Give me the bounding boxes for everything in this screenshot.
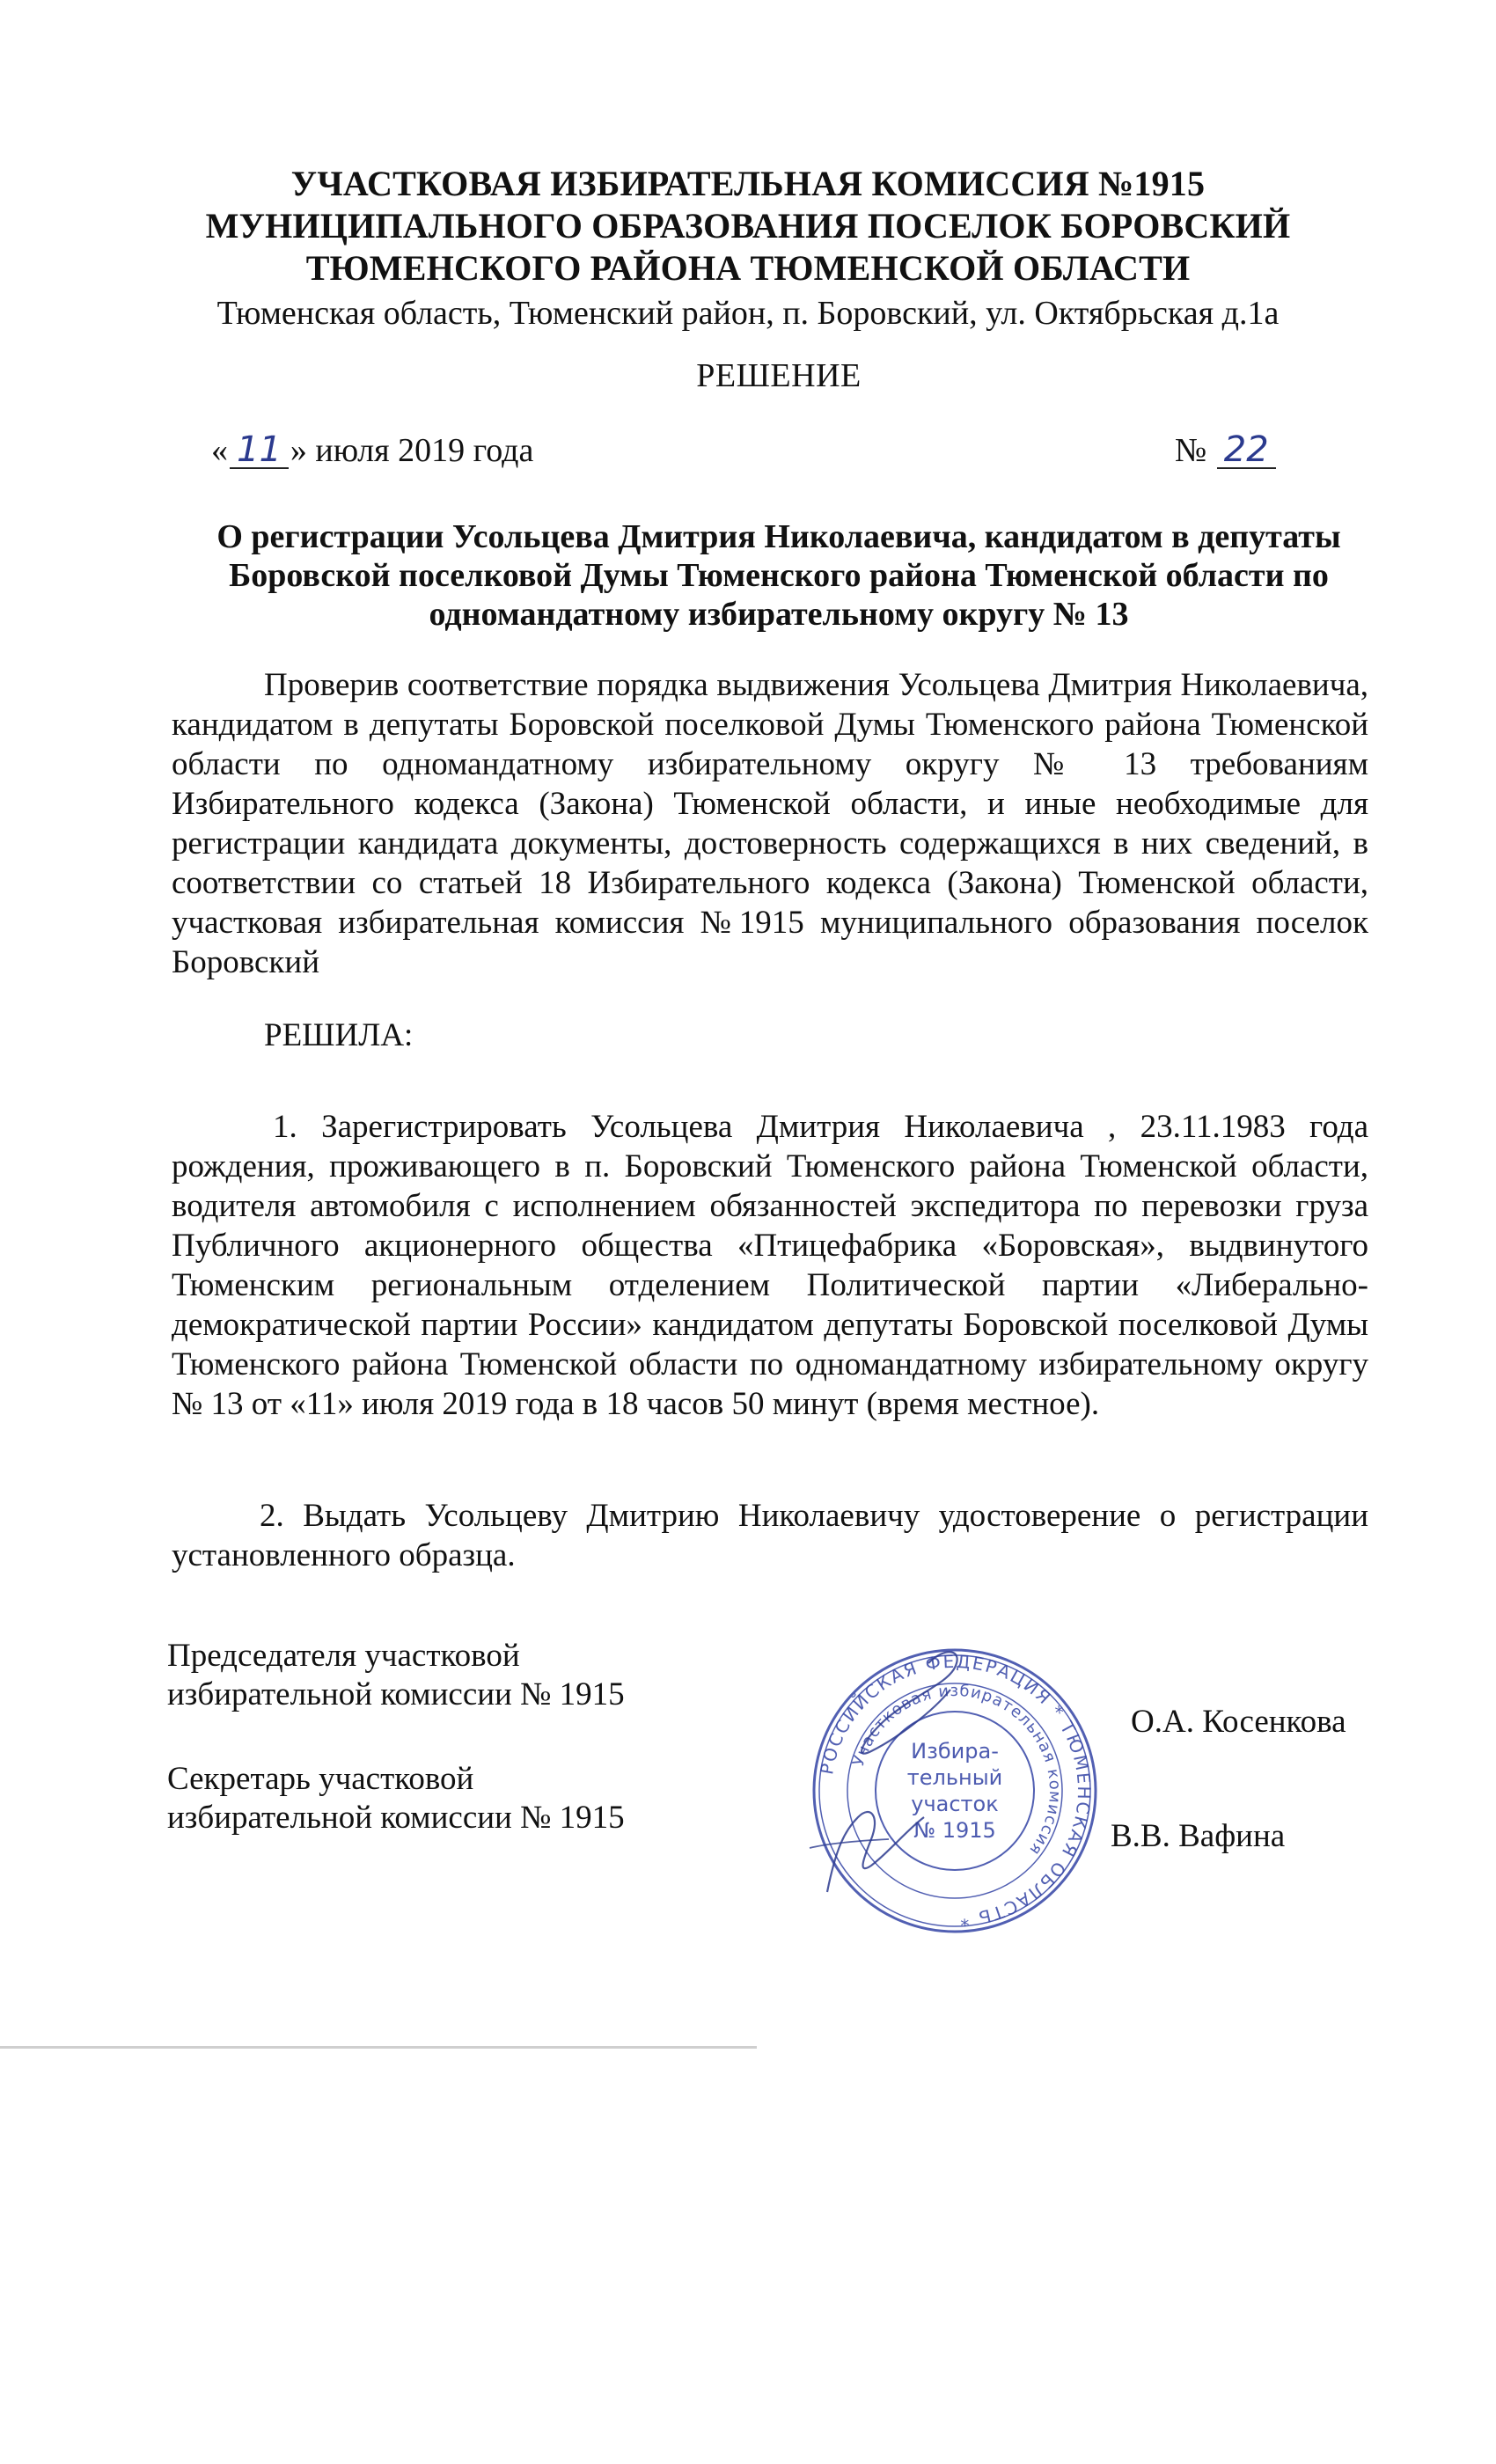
- secretary-label-line2: избирательной комиссии № 1915: [167, 1800, 625, 1836]
- document-number: [1175, 431, 1278, 470]
- date-day-handwritten: 11: [230, 432, 289, 469]
- secretary-name: В.В. Вафина: [1111, 1818, 1286, 1854]
- decision-item-2: 2. Выдать Усольцеву Дмитрию Николаевичу удостоверение о регистрации установленного образца.: [172, 1498, 1368, 1573]
- stamp-middle-text: Участковая избирательная комиссия: [848, 1681, 1065, 1859]
- header-address: Тюменская область, Тюменский район, п. Боровский, ул. Октябрьская д.1а: [216, 295, 1280, 332]
- chair-signature-label: [167, 1637, 625, 1714]
- number-handwritten: 22: [1217, 432, 1276, 469]
- number-label: №: [1175, 432, 1207, 469]
- stamp-center-line1: Избира-: [911, 1739, 999, 1764]
- decision-item-1: 1. Зарегистрировать Усольцева Дмитрия Николаевича , 23.11.1983 года рождения, проживающего в п. Боровский Тюменского района Тюменской области, водителя автомобиля с исполнением обязанностей экспедитора по перевозки груза Публичного акционерного общества «Птицефабрика «Боровская», выдвинутого Тюменским региональным отделением Политической партии «Либерально-демократической партии России» кандидатом депутаты Боровской поселковой Думы Тюменского района Тюменской области по одномандатному избирательному округу № 13 от «11» июля 2019 года в 18 часов 50 минут (время местное).: [172, 1109, 1368, 1422]
- stamp-center-line2: тельный: [906, 1765, 1003, 1790]
- date-month-year: » июля 2019 года: [290, 432, 534, 469]
- document-header: [150, 163, 1346, 335]
- chair-label-line2: избирательной комиссии № 1915: [167, 1676, 625, 1712]
- scan-edge-line: [0, 2046, 757, 2049]
- document-type: РЕШЕНИЕ: [696, 357, 862, 394]
- secretary-signature-label: [167, 1760, 625, 1837]
- header-commission-name: УЧАСТКОВАЯ ИЗБИРАТЕЛЬНАЯ КОМИССИЯ №1915: [290, 164, 1206, 203]
- stamp-center-line3: участок: [911, 1792, 999, 1816]
- stamp-center-line4: № 1915: [913, 1818, 996, 1843]
- preamble-paragraph: Проверив соответствие порядка выдвижения Усольцева Дмитрия Николаевича, кандидатом в депутаты Боровской поселковой Думы Тюменского района Тюменской области по одномандатному избирательному округу № 13 требованиям Избирательного кодекса (Закона) Тюменской области, и иные необходимые для регистрации кандидата документы, достоверность содержащихся в них сведений, в соответствии со статьей 18 Избирательного кодекса (Закона) Тюменской области, участковая избирательная комиссия №1915 муниципального образования поселок Боровский: [172, 667, 1368, 980]
- secretary-label-line1: Секретарь участковой: [167, 1761, 474, 1797]
- document-subject: О регистрации Усольцева Дмитрия Николаевича, кандидатом в депутаты Боровской поселковой Думы Тюменского района Тюменской области по одномандатному избирательному округу № 13: [216, 518, 1341, 633]
- document-date: [211, 431, 533, 470]
- date-open-quote: «: [211, 432, 228, 469]
- chair-name: О.А. Косенкова: [1131, 1704, 1346, 1740]
- header-municipality: МУНИЦИПАЛЬНОГО ОБРАЗОВАНИЯ ПОСЕЛОК БОРОВСКИЙ: [205, 206, 1291, 246]
- resolved-heading: РЕШИЛА:: [264, 1017, 414, 1053]
- chair-label-line1: Председателя участковой: [167, 1638, 520, 1674]
- header-district: ТЮМЕНСКОГО РАЙОНА ТЮМЕНСКОЙ ОБЛАСТИ: [305, 248, 1191, 288]
- handwritten-signature: [774, 1628, 1021, 1918]
- stamp-outer-text: РОССИЙСКАЯ ФЕДЕРАЦИЯ * ТЮМЕНСКАЯ ОБЛАСТЬ *: [816, 1650, 1096, 1932]
